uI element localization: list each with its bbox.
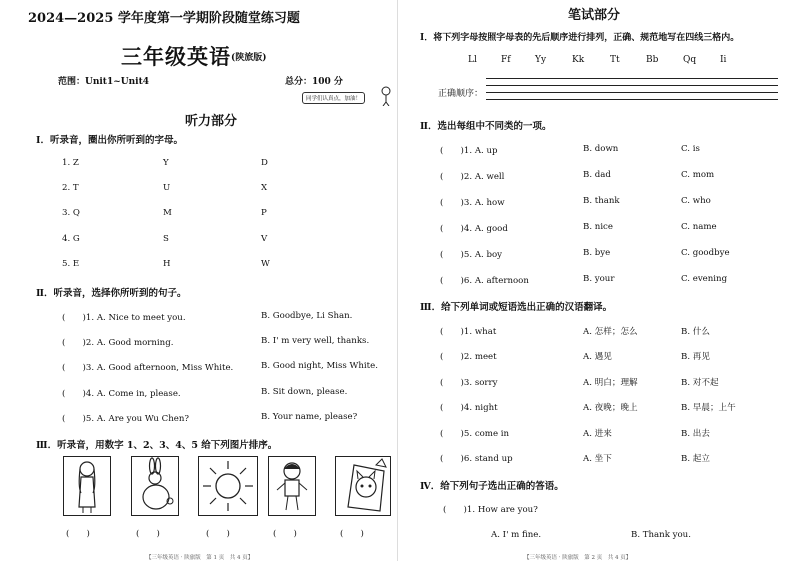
letter-option: 5. E — [62, 259, 80, 269]
odd-one-question: ( )6. A. afternoon — [440, 276, 529, 286]
sentence-option-b: B. Good night, Miss White. — [261, 361, 378, 371]
page-footer: 【三年级英语 · 陕旅版 第 1 页 共 4 页】 — [146, 555, 254, 561]
letter-option: M — [163, 208, 172, 218]
letter-option: D — [261, 158, 268, 168]
translate-question: ( )2. meet — [440, 352, 497, 362]
letter-option: X — [261, 183, 268, 193]
letter-option: V — [261, 234, 268, 244]
odd-one-option-c: C. name — [681, 222, 717, 232]
response-option-a: A. I' m fine. — [491, 530, 542, 540]
answer-order-label: 正确顺序： — [438, 89, 484, 99]
odd-one-option-b: B. down — [583, 144, 619, 154]
edition-label: (陕旅版) — [231, 53, 267, 63]
letter-item: Kk — [572, 55, 585, 65]
translate-option-b: B. 起立 — [681, 454, 710, 464]
sentence-question: ( )5. A. Are you Wu Chen? — [62, 414, 190, 424]
odd-one-option-b: B. bye — [583, 248, 611, 258]
written-q1-title: Ⅰ．将下列字母按照字母表的先后顺序进行排列，正确、规范地写在四线三格内。 — [420, 33, 740, 43]
written-q2-title: Ⅱ．选出每组中不同类的一项。 — [420, 121, 552, 132]
odd-one-question: ( )5. A. boy — [440, 250, 503, 260]
listening-section-title: 听力部分 — [185, 114, 238, 129]
sun-picture — [198, 456, 258, 516]
letter-option: 2. T — [62, 183, 79, 193]
letter-option: W — [261, 259, 270, 269]
letter-item: Ll — [468, 55, 477, 65]
letter-option: H — [163, 259, 171, 269]
letter-item: Bb — [646, 55, 659, 65]
letter-item: Ff — [501, 55, 511, 65]
letter-item: Yy — [535, 55, 547, 65]
response-question: ( )1. How are you? — [443, 505, 538, 515]
sentence-question: ( )4. A. Come in, please. — [62, 389, 181, 399]
odd-one-question: ( )3. A. how — [440, 198, 505, 208]
rabbit-picture — [131, 456, 179, 516]
odd-one-option-b: B. dad — [583, 170, 611, 180]
translate-option-b: B. 再见 — [681, 352, 710, 362]
cat-picture — [335, 456, 391, 516]
translate-option-a: A. 遇见 — [583, 352, 612, 362]
odd-one-question: ( )2. A. well — [440, 172, 505, 182]
translate-option-a: A. 明白；理解 — [583, 378, 638, 388]
picture-answer-blank[interactable]: ( ) — [273, 529, 297, 539]
odd-one-option-b: B. thank — [583, 196, 620, 206]
odd-one-question: ( )1. A. up — [440, 146, 498, 156]
sentence-option-b: B. Your name, please? — [261, 412, 358, 422]
translate-question: ( )4. night — [440, 403, 498, 413]
letter-option: 4. G — [62, 234, 80, 244]
odd-one-option-c: C. goodbye — [681, 248, 730, 258]
listening-q1-title: Ⅰ．听录音，圈出你所听到的字母。 — [36, 135, 183, 146]
letter-option: P — [261, 208, 267, 218]
translate-question: ( )3. sorry — [440, 378, 498, 388]
odd-one-option-c: C. evening — [681, 274, 728, 284]
letter-option: Y — [163, 158, 169, 168]
picture-answer-blank[interactable]: ( ) — [136, 529, 160, 539]
letter-option: U — [163, 183, 171, 193]
subject-title: 三年级英语 — [121, 44, 231, 69]
translate-option-b: B. 什么 — [681, 327, 710, 337]
letter-option: S — [163, 234, 169, 244]
picture-answer-blank[interactable]: ( ) — [340, 529, 364, 539]
sentence-option-b: B. Sit down, please. — [261, 387, 348, 397]
sentence-question: ( )1. A. Nice to meet you. — [62, 313, 186, 323]
translate-option-a: A. 夜晚；晚上 — [583, 403, 638, 413]
right-page — [398, 0, 794, 561]
odd-one-question: ( )4. A. good — [440, 224, 508, 234]
letter-option: 3. Q — [62, 208, 80, 218]
translate-option-a: A. 怎样；怎么 — [583, 327, 638, 337]
scope-label: 范围：Unit1~Unit4 — [58, 77, 150, 87]
sentence-question: ( )2. A. Good morning. — [62, 338, 174, 348]
response-option-b: B. Thank you. — [631, 530, 691, 540]
odd-one-option-c: C. is — [681, 144, 700, 154]
letter-option: 1. Z — [62, 158, 79, 168]
letter-item: Tt — [610, 55, 620, 65]
exam-title: 2024—2025 学年度第一学期阶段随堂练习题 — [28, 11, 300, 26]
translate-option-b: B. 对不起 — [681, 378, 719, 388]
written-q4-title: Ⅳ．给下列句子选出正确的答语。 — [420, 481, 564, 492]
page-footer: 【三年级英语 · 陕旅版 第 2 页 共 4 页】 — [524, 555, 632, 561]
written-q3-title: Ⅲ．给下列单词或短语选出正确的汉语翻译。 — [420, 302, 613, 313]
translate-option-b: B. 早晨；上午 — [681, 403, 736, 413]
translate-option-a: A. 进来 — [583, 429, 612, 439]
picture-answer-blank[interactable]: ( ) — [66, 529, 90, 539]
score-label: 总分：100 分 — [285, 77, 343, 87]
four-line-grid[interactable] — [486, 78, 778, 100]
sentence-question: ( )3. A. Good afternoon, Miss White. — [62, 363, 234, 373]
girl-picture — [63, 456, 111, 516]
cartoon-figure-icon — [380, 86, 392, 106]
odd-one-option-b: B. your — [583, 274, 615, 284]
sentence-option-b: B. I' m very well, thanks. — [261, 336, 370, 346]
listening-q2-title: Ⅱ．听录音，选择你所听到的句子。 — [36, 288, 187, 299]
written-section-title: 笔试部分 — [568, 8, 621, 23]
translate-question: ( )1. what — [440, 327, 497, 337]
translate-option-b: B. 出去 — [681, 429, 710, 439]
odd-one-option-c: C. mom — [681, 170, 715, 180]
translate-question: ( )6. stand up — [440, 454, 513, 464]
picture-answer-blank[interactable]: ( ) — [206, 529, 230, 539]
translate-question: ( )5. come in — [440, 429, 510, 439]
letter-item: Qq — [683, 55, 697, 65]
odd-one-option-c: C. who — [681, 196, 711, 206]
boy-picture — [268, 456, 316, 516]
listening-q3-title: Ⅲ．听录音，用数字 1、2、3、4、5 给下列图片排序。 — [36, 440, 278, 451]
translate-option-a: A. 坐下 — [583, 454, 612, 464]
sentence-option-b: B. Goodbye, Li Shan. — [261, 311, 353, 321]
letter-item: Ii — [720, 55, 727, 65]
encouragement-stamp: 同学们认真点，加油！ — [302, 92, 365, 104]
odd-one-option-b: B. nice — [583, 222, 613, 232]
